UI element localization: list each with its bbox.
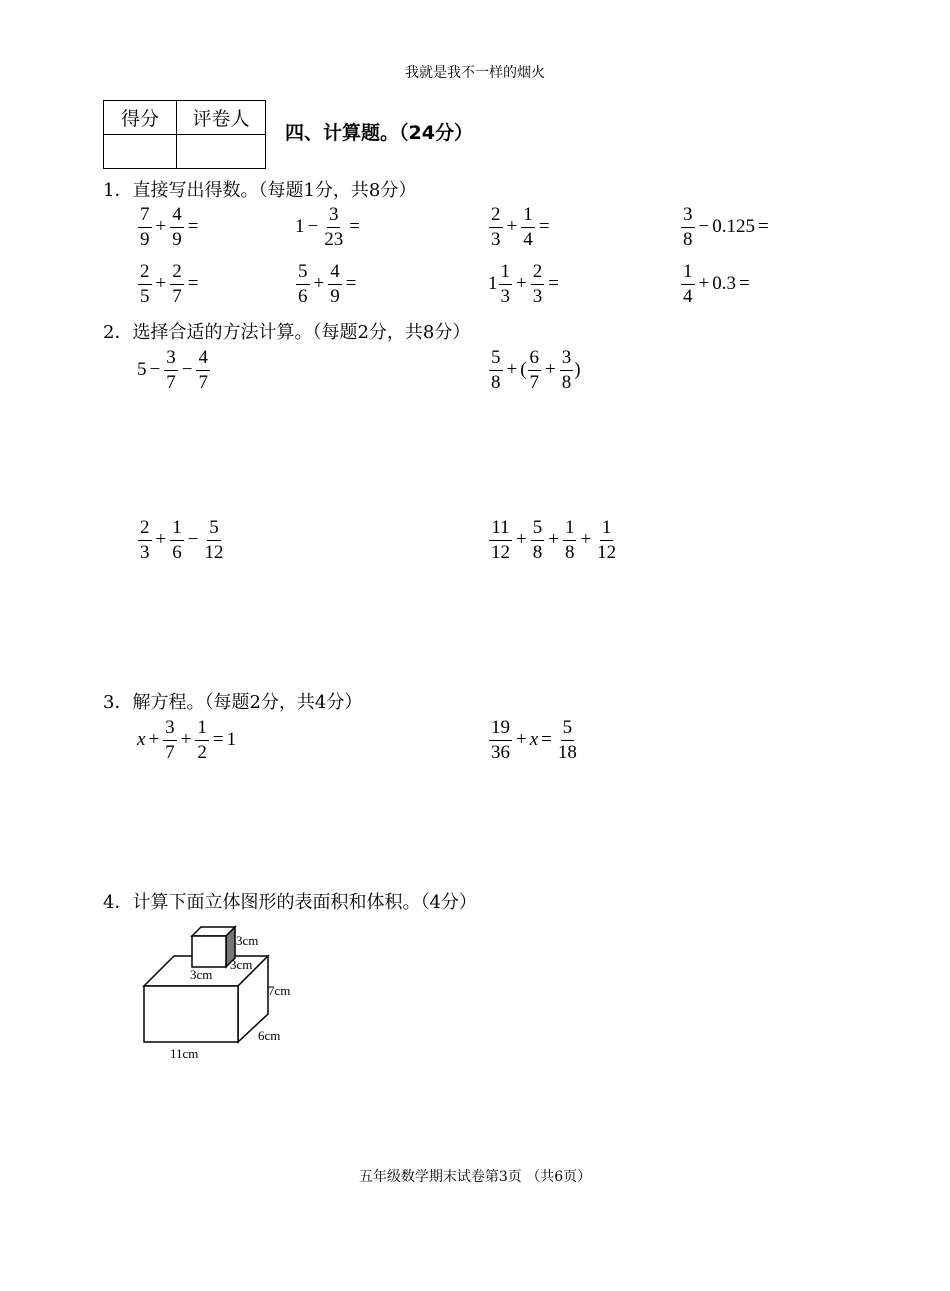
page-header: 我就是我不一样的烟火 bbox=[405, 65, 545, 81]
small-cube-height-label: 3cm bbox=[236, 933, 259, 948]
q1-expr-7: 1 $\frac{1}{3}$ + $\frac{2}{3}$ = bbox=[488, 261, 559, 307]
score-table bbox=[103, 100, 266, 169]
q1-expr-8: $\frac{1}{4}$ + 0.3 = bbox=[683, 261, 750, 307]
q3-equation-1: x + $\frac{3}{7}$ + $\frac{1}{2}$ = 1 bbox=[137, 717, 237, 763]
q2-title: 2．选择合适的方法计算。（每题2分，共8分） bbox=[103, 322, 471, 343]
solid-figure bbox=[130, 918, 330, 1068]
score-label: 得分 bbox=[104, 101, 177, 135]
large-box-width-label: 11cm bbox=[170, 1046, 199, 1061]
q1-expr-4: $\frac{3}{8}$ − 0.125 = bbox=[683, 204, 769, 250]
small-cube-depth-label: 3cm bbox=[230, 957, 253, 972]
q2-expr-2: $\frac{5}{8}$ + ( $\frac{6}{7}$ + $\frac{3}{8}$ ) bbox=[491, 347, 581, 393]
q1-expr-6: $\frac{5}{6}$ + $\frac{4}{9}$ = bbox=[298, 261, 357, 307]
small-cube bbox=[192, 927, 235, 967]
q2-expr-4: $\frac{11}{12}$ + $\frac{5}{8}$ + $\frac{1}{8}$ + $\frac{1}{12}$ bbox=[491, 517, 617, 563]
q1-expr-5: $\frac{2}{5}$ + $\frac{2}{7}$ = bbox=[140, 261, 199, 307]
small-cube-width-label: 3cm bbox=[190, 967, 213, 982]
large-box-height-label: 7cm bbox=[268, 983, 291, 998]
grader-cell[interactable] bbox=[177, 135, 266, 169]
q1-expr-3: $\frac{2}{3}$ + $\frac{1}{4}$ = bbox=[491, 204, 550, 250]
q3-equation-2: $\frac{19}{36}$ + x = $\frac{5}{18}$ bbox=[491, 717, 577, 763]
page-footer: 五年级数学期末试卷第3页 （共6页） bbox=[358, 1169, 592, 1185]
q2-expr-1: 5 − $\frac{3}{7}$ − $\frac{4}{7}$ bbox=[137, 347, 208, 393]
large-box-depth-label: 6cm bbox=[258, 1028, 281, 1043]
score-cell[interactable] bbox=[104, 135, 177, 169]
q1-expr-2: 1 − $\frac{3}{23}$ = bbox=[295, 204, 360, 250]
q1-expr-1: $\frac{7}{9}$ + $\frac{4}{9}$ = bbox=[140, 204, 199, 250]
q4-title: 4．计算下面立体图形的表面积和体积。（4分） bbox=[103, 892, 477, 913]
q1-title: 1．直接写出得数。（每题1分，共8分） bbox=[103, 180, 417, 201]
grader-label: 评卷人 bbox=[177, 101, 266, 135]
q3-title: 3．解方程。（每题2分，共4分） bbox=[103, 692, 363, 713]
q2-expr-3: $\frac{2}{3}$ + $\frac{1}{6}$ − $\frac{5}{12}$ bbox=[140, 517, 224, 563]
section-title: 四、计算题。（24分） bbox=[285, 122, 473, 144]
